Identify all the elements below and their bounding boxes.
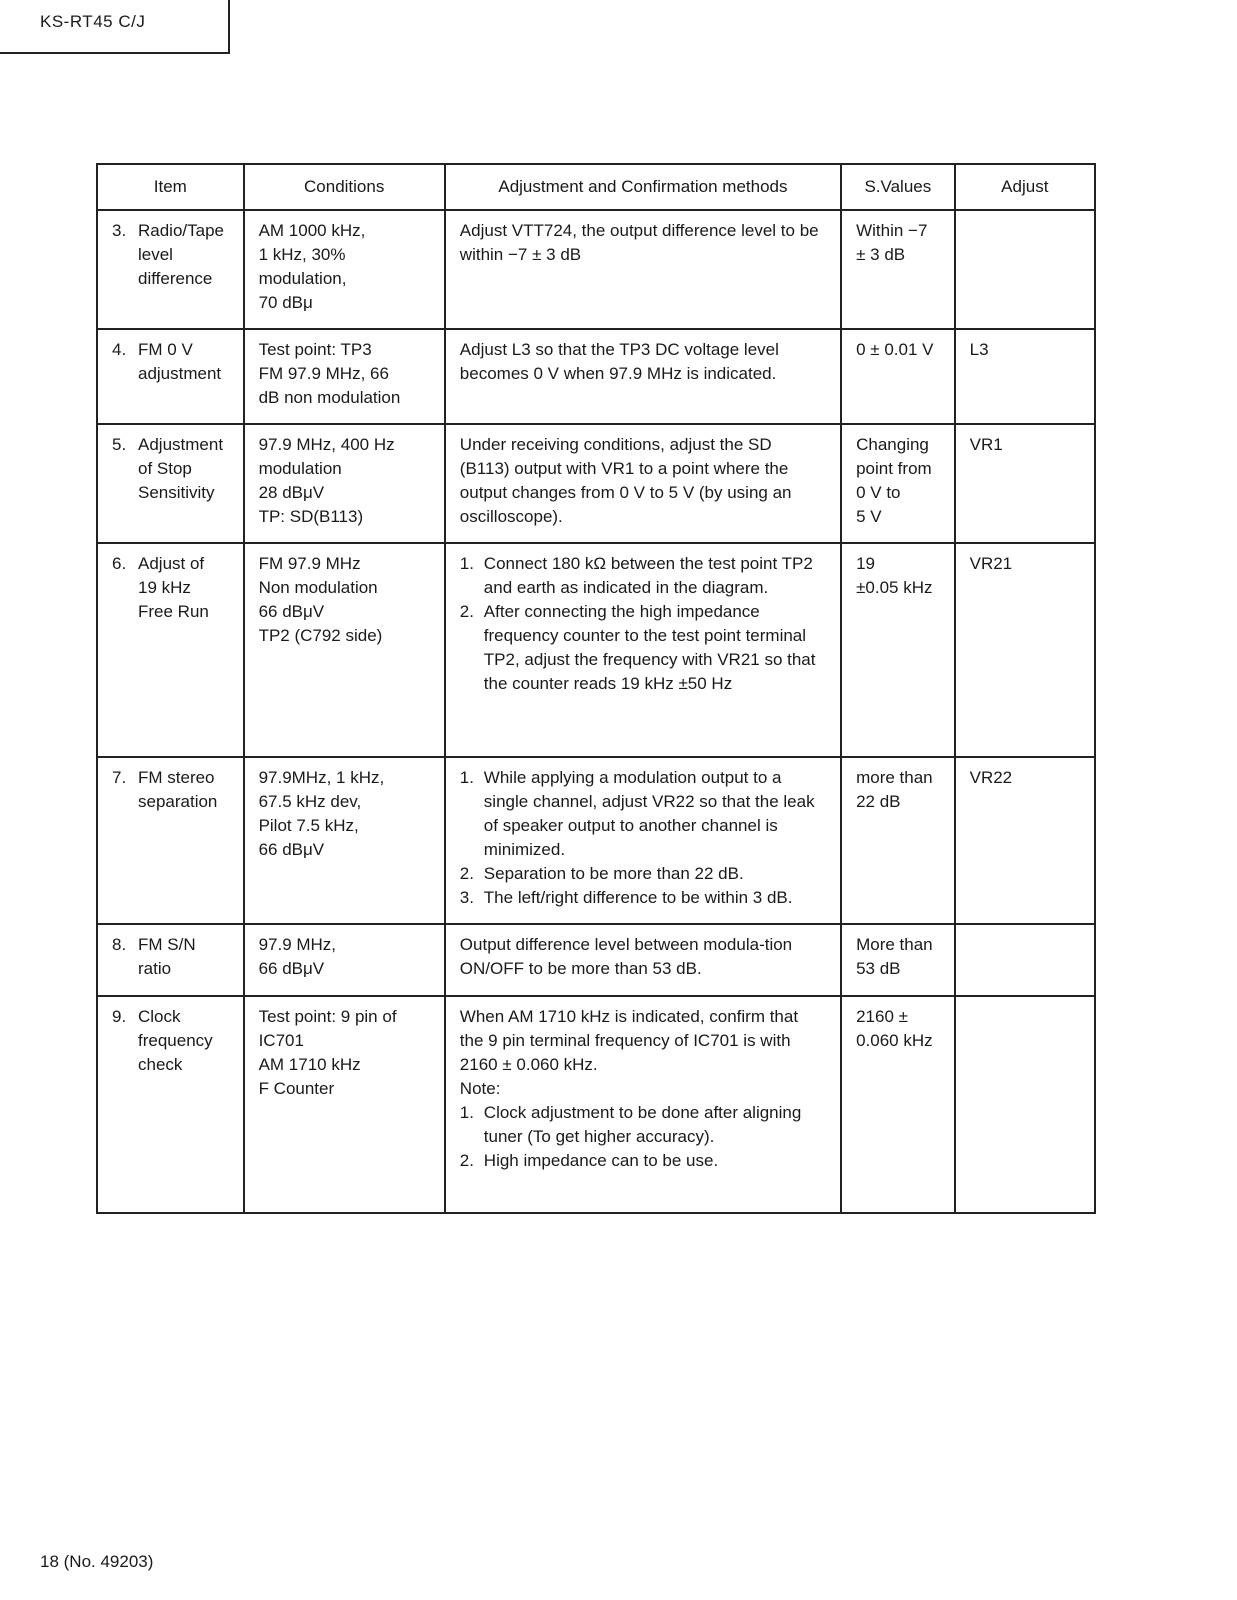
method-cell: Under receiving conditions, adjust the SD (B113) output with VR1 to a point where the output changes from 0 V to 5 V (by using an oscilloscope). [445,424,841,543]
item-name: Clock frequency check [138,1007,213,1074]
step-number: 3. [459,888,474,907]
item-number: 6. [112,554,127,573]
item-number: 7. [112,768,127,787]
method-cell: Adjust L3 so that the TP3 DC voltage level becomes 0 V when 97.9 MHz is indicated. [445,329,841,424]
step-text: The left/right difference to be within 3 dB. [483,888,793,907]
method-cell [445,996,841,1213]
conditions-cell: Test point: TP3 FM 97.9 MHz, 66 dB non modulation [244,329,445,424]
method-steps [460,1101,826,1173]
model-header [0,0,230,54]
item-name: FM S/N ratio [138,935,196,978]
step-number: 2. [459,602,474,621]
list-item [460,1101,826,1149]
list-item [460,862,826,886]
svalue-cell: Within −7 ± 3 dB [841,210,955,329]
item-number: 8. [112,935,127,954]
step-number: 2. [459,1151,474,1170]
header-methods: Adjustment and Confirmation methods [445,164,841,210]
table-row [97,924,1095,996]
item-name: Adjust of 19 kHz Free Run [138,554,209,621]
item-cell [97,329,244,424]
svalue-cell: Changing point from 0 V to 5 V [841,424,955,543]
conditions-cell: AM 1000 kHz, 1 kHz, 30% modulation, 70 dBμ [244,210,445,329]
method-text: When AM 1710 kHz is indicated, confirm that the 9 pin terminal frequency of IC701 is with 2160 ± 0.060 kHz. [459,1007,799,1074]
item-number: 9. [112,1007,127,1026]
method-steps [460,766,826,910]
table-header-row [97,164,1095,210]
conditions-cell: Test point: 9 pin of IC701 AM 1710 kHz F Counter [244,996,445,1213]
method-cell: Adjust VTT724, the output difference level to be within −7 ± 3 dB [445,210,841,329]
item-name: Adjustment of Stop Sensitivity [138,435,224,502]
adjust-cell [955,924,1095,996]
step-text: After connecting the high impedance frequency counter to the test point terminal TP2, adjust the frequency with VR21 so that the counter reads 19 kHz ±50 Hz [483,602,816,693]
list-item [460,1149,826,1173]
table-row [97,543,1095,757]
method-cell [445,543,841,757]
step-text: Separation to be more than 22 dB. [483,864,744,883]
list-item [460,600,826,696]
conditions-cell: FM 97.9 MHz Non modulation 66 dBμV TP2 (C792 side) [244,543,445,757]
item-cell [97,996,244,1213]
svalue-cell: 0 ± 0.01 V [841,329,955,424]
adjust-cell [955,210,1095,329]
adjust-cell [955,996,1095,1213]
item-number: 3. [112,221,127,240]
svalue-cell: More than 53 dB [841,924,955,996]
method-cell [445,757,841,924]
model-number: KS-RT45 C/J [40,12,146,31]
item-cell [97,757,244,924]
svalue-cell: 19 ±0.05 kHz [841,543,955,757]
adjust-cell: VR21 [955,543,1095,757]
page-footer: 18 (No. 49203) [40,1552,154,1571]
step-number: 2. [459,864,474,883]
list-item [460,766,826,862]
conditions-cell: 97.9 MHz, 66 dBμV [244,924,445,996]
header-item: Item [97,164,244,210]
adjust-cell: L3 [955,329,1095,424]
item-number: 4. [112,340,127,359]
adjust-cell: VR22 [955,757,1095,924]
list-item [460,886,826,910]
header-adjust: Adjust [955,164,1095,210]
svalue-cell: 2160 ± 0.060 kHz [841,996,955,1213]
method-note: Note: [459,1079,501,1098]
item-name: FM stereo separation [138,768,218,811]
list-item [460,552,826,600]
table-row [97,996,1095,1213]
step-text: Clock adjustment to be done after aligning tuner (To get higher accuracy). [483,1103,802,1146]
item-cell [97,543,244,757]
item-name: FM 0 V adjustment [138,340,222,383]
step-number: 1. [459,554,474,573]
svalue-cell: more than 22 dB [841,757,955,924]
table-row [97,757,1095,924]
adjustment-table [96,163,1096,1214]
item-cell [97,210,244,329]
item-number: 5. [112,435,127,454]
step-text: Connect 180 kΩ between the test point TP2 and earth as indicated in the diagram. [483,554,813,597]
item-cell [97,424,244,543]
table-row [97,424,1095,543]
header-svalues: S.Values [841,164,955,210]
item-name: Radio/Tape level difference [138,221,225,288]
header-conditions: Conditions [244,164,445,210]
conditions-cell: 97.9MHz, 1 kHz, 67.5 kHz dev, Pilot 7.5 kHz, 66 dBμV [244,757,445,924]
step-text: High impedance can to be use. [483,1151,719,1170]
table-row [97,329,1095,424]
step-number: 1. [459,768,474,787]
table-row [97,210,1095,329]
conditions-cell: 97.9 MHz, 400 Hz modulation 28 dBμV TP: SD(B113) [244,424,445,543]
method-cell: Output difference level between modula-tion ON/OFF to be more than 53 dB. [445,924,841,996]
step-number: 1. [459,1103,474,1122]
step-text: While applying a modulation output to a single channel, adjust VR22 so that the leak of speaker output to another channel is minimized. [483,768,815,859]
method-steps [460,552,826,696]
item-cell [97,924,244,996]
adjust-cell: VR1 [955,424,1095,543]
